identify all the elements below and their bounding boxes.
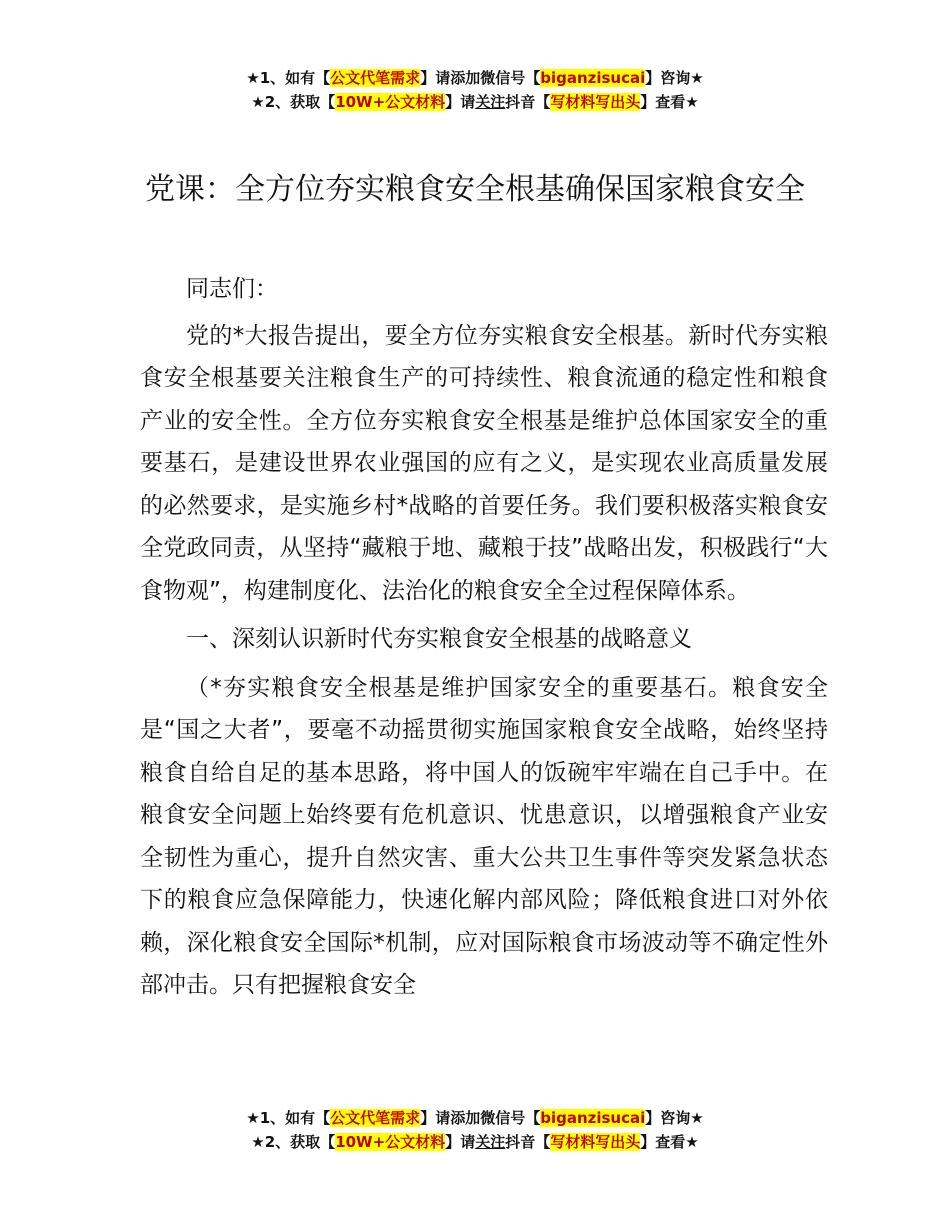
- underlined-text: 关注: [475, 93, 506, 111]
- banner-text: ★2、获取【: [251, 93, 336, 111]
- banner-text: ★1、如有【: [246, 69, 331, 87]
- douyin-id-highlight: 写材料写出头: [550, 1133, 641, 1151]
- wechat-id-highlight: biganzisucai: [540, 69, 646, 87]
- banner-text: 】请添加微信号【: [420, 69, 541, 87]
- underlined-text: 关注: [475, 1133, 506, 1151]
- banner-line-1: [0, 1106, 950, 1130]
- paragraph-2: （*夯实粮食安全根基是维护国家安全的重要基石。粮食安全是“国之大者”，要毫不动摇贯彻实施国家粮食安全战略，始终坚持粮食自给自足的基本思路，将中国人的饭碗牢牢端在自己手中。在粮食安全问题上始终要有危机意识、忧患意识，以增强粮食产业安全韧性为重心，提升自然灾害、重大公共卫生事件等突发紧急状态下的粮食应急保障能力，快速化解内部风险；降低粮食进口对外依赖，深化粮食安全国际*机制，应对国际粮食市场波动等不确定性外部冲击。只有把握粮食安全: [140, 674, 828, 998]
- footer-banner: [0, 1106, 950, 1154]
- banner-text: ★1、如有【: [246, 1109, 331, 1127]
- banner-text: 】查看★: [640, 1133, 699, 1151]
- document-body: [140, 268, 828, 1007]
- banner-line-2: [0, 90, 950, 114]
- banner-text: 抖音【: [505, 1133, 551, 1151]
- banner-line-2: [0, 1130, 950, 1154]
- paragraph-1: 党的*大报告提出，要全方位夯实粮食安全根基。新时代夯实粮食安全根基要关注粮食生产的可持续性、粮食流通的稳定性和粮食产业的安全性。全方位夯实粮食安全根基是维护总体国家安全的重要基石，是建设世界农业强国的应有之义，是实现农业高质量发展的必然要求，是实施乡村*战略的首要任务。我们要积极落实粮食安全党政同责，从坚持“藏粮于地、藏粮于技”战略出发，积极践行“大食物观”，构建制度化、法治化的粮食安全全过程保障体系。: [140, 322, 828, 604]
- highlight-text: 10W+公文材料: [335, 1133, 446, 1151]
- highlight-text: 公文代笔需求: [330, 1109, 421, 1127]
- banner-text: 】咨询★: [645, 69, 704, 87]
- header-banner: [0, 66, 950, 114]
- banner-text: 】查看★: [640, 93, 699, 111]
- section-heading-1: 一、深刻认识新时代夯实粮食安全根基的战略意义: [186, 626, 692, 652]
- highlight-text: 公文代笔需求: [330, 69, 421, 87]
- banner-line-1: [0, 66, 950, 90]
- document-title: 党课：全方位夯实粮食安全根基确保国家粮食安全: [145, 172, 805, 207]
- salutation: 同志们：: [186, 276, 278, 302]
- wechat-id-highlight: biganzisucai: [540, 1109, 646, 1127]
- highlight-text: 10W+公文材料: [335, 93, 446, 111]
- banner-text: ★2、获取【: [251, 1133, 336, 1151]
- douyin-id-highlight: 写材料写出头: [550, 93, 641, 111]
- banner-text: 】请添加微信号【: [420, 1109, 541, 1127]
- banner-text: 】咨询★: [645, 1109, 704, 1127]
- banner-text: 】请: [445, 93, 476, 111]
- banner-text: 抖音【: [505, 93, 551, 111]
- banner-text: 】请: [445, 1133, 476, 1151]
